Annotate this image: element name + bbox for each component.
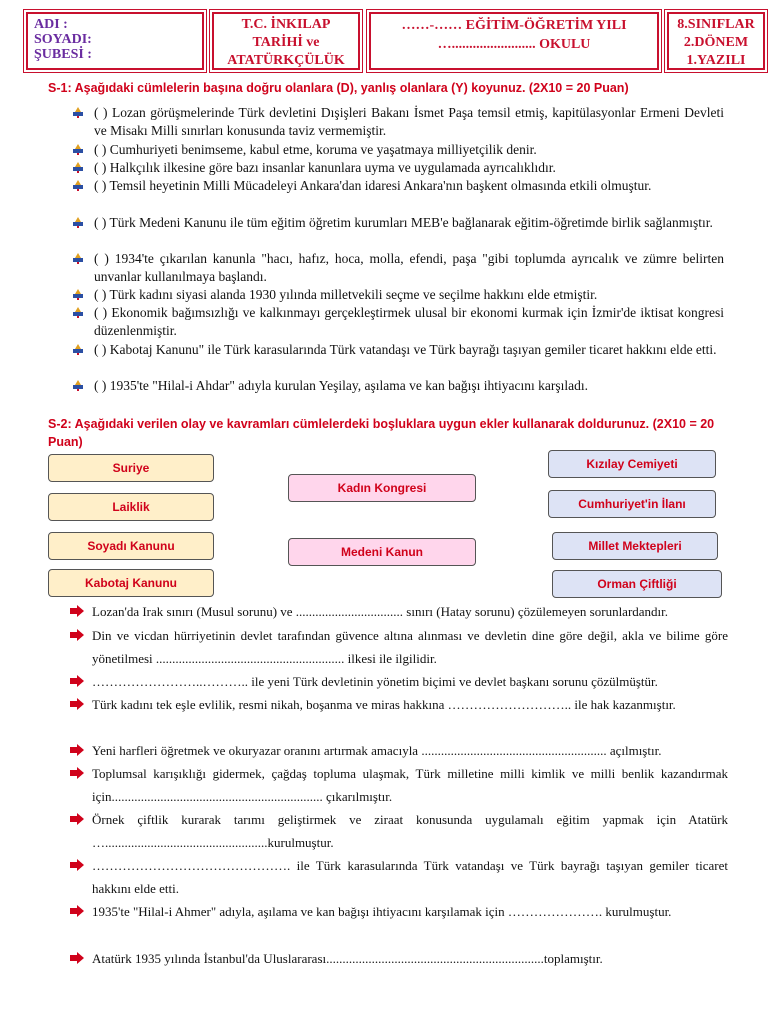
true-false-item <box>72 159 724 177</box>
red-arrow-bullet-icon <box>70 859 84 871</box>
fill-in-sentence <box>70 947 728 970</box>
fill-in-sentence <box>70 900 728 923</box>
school-name-line: …........................ OKULU <box>437 37 591 52</box>
true-false-item-text: ( ) Temsil heyetinin Milli Mücadeleyi Ankara'dan idaresi Ankara'nın başkent olmasında etkili olmuştur. <box>94 178 652 193</box>
true-false-item-text: ( ) Halkçılık ilkesine göre bazı insanlar kanunlara uyma ve uygulamada ayrıcalıklıdır. <box>94 160 556 175</box>
grade-term-box <box>667 12 765 70</box>
red-arrow-bullet-icon <box>70 629 84 641</box>
term-box: Millet Mektepleri <box>552 532 718 560</box>
course-title-line: ATATÜRKÇÜLÜK <box>227 53 345 68</box>
true-false-item <box>72 341 724 359</box>
pencil-bullet-icon <box>72 343 84 355</box>
red-arrow-bullet-icon <box>70 698 84 710</box>
fill-in-sentence-text: Atatürk 1935 yılında İstanbul'da Uluslararası...................................................................toplamıştır. <box>92 951 603 966</box>
question-1-heading: S-1: Aşağıdaki cümlelerin başına doğru olanlara (D), yanlış olanlara (Y) koyunuz. (2X10 = 20 Puan) <box>48 81 629 95</box>
true-false-item-text: ( ) Türk kadını siyasi alanda 1930 yılında milletvekili seçme ve seçilme hakkını elde etmiştir. <box>94 287 598 302</box>
true-false-item-text: ( ) 1934'te çıkarılan kanunla "hacı, hafız, hoca, molla, efendi, paşa "gibi toplumda ayrıcalık ve zümre belirten unvanlar kullanılmaya başlandı. <box>94 251 724 284</box>
true-false-item <box>72 286 724 304</box>
fill-in-sentence-text: 1935'te "Hilal-i Ahmer" adıyla, aşılama ve kan bağışı ihtiyacını karşılamak için …………………. kurulmuştur. <box>92 904 672 919</box>
red-arrow-bullet-icon <box>70 952 84 964</box>
red-arrow-bullet-icon <box>70 767 84 779</box>
true-false-item <box>72 177 724 195</box>
fill-in-sentence-text: Toplumsal karışıklığı gidermek, çağdaş topluma ulaşmak, Türk milletine milli kimlik ve milli benlik kazandırmak için................................................................. çıkarılmıştır. <box>92 766 728 804</box>
pencil-bullet-icon <box>72 379 84 391</box>
grade-line: 8.SINIFLAR <box>677 17 755 32</box>
course-title-box <box>212 12 360 70</box>
term-box: Kızılay Cemiyeti <box>548 450 716 478</box>
student-name-label: ADI : <box>34 17 68 32</box>
fill-in-sentence <box>70 762 728 808</box>
true-false-item <box>72 214 724 232</box>
fill-in-sentence <box>70 670 728 693</box>
course-title-line: T.C. İNKILAP <box>241 17 331 32</box>
school-year-line: ……-…… EĞİTİM-ÖĞRETİM YILI <box>401 18 627 33</box>
red-arrow-bullet-icon <box>70 675 84 687</box>
student-surname-label: SOYADI: <box>34 32 92 47</box>
fill-in-sentence-text: Yeni harfleri öğretmek ve okuryazar oranını artırmak amacıyla ......................................................... açılmıştır. <box>92 743 662 758</box>
course-title-line: TARİHİ ve <box>252 35 320 50</box>
red-arrow-bullet-icon <box>70 813 84 825</box>
true-false-item-text: ( ) 1935'te "Hilal-i Ahdar" adıyla kurulan Yeşilay, aşılama ve kan bağışı ihtiyacını karşıladı. <box>94 378 588 393</box>
pencil-bullet-icon <box>72 179 84 191</box>
pencil-bullet-icon <box>72 143 84 155</box>
fill-in-sentence <box>70 624 728 670</box>
true-false-item-text: ( ) Kabotaj Kanunu" ile Türk karasularında Türk vatandaşı ve Türk bayrağı taşıyan gemiler ticaret hakkını elde etti. <box>94 342 717 357</box>
pencil-bullet-icon <box>72 106 84 118</box>
term-line: 2.DÖNEM <box>683 35 749 50</box>
pencil-bullet-icon <box>72 306 84 318</box>
pencil-bullet-icon <box>72 216 84 228</box>
term-box: Cumhuriyet'in İlanı <box>548 490 716 518</box>
fill-in-sentence <box>70 739 728 762</box>
term-box: Laiklik <box>48 493 214 521</box>
term-box: Kabotaj Kanunu <box>48 569 214 597</box>
true-false-item <box>72 141 724 159</box>
fill-in-sentence-text: ……………………..……….. ile yeni Türk devletinin yönetim biçimi ve devlet başkanı sorunu çözülmüştür. <box>92 674 658 689</box>
red-arrow-bullet-icon <box>70 744 84 756</box>
pencil-bullet-icon <box>72 252 84 264</box>
term-box: Soyadı Kanunu <box>48 532 214 560</box>
true-false-item-text: ( ) Cumhuriyeti benimseme, kabul etme, koruma ve yaşatmaya milliyetçilik denir. <box>94 142 537 157</box>
student-info-box <box>26 12 204 70</box>
fill-in-sentence-text: ………………………………………. ile Türk karasularında Türk vatandaşı ve Türk bayrağı taşıyan gemiler ticaret hakkını elde etti. <box>92 858 728 896</box>
question-2-heading: S-2: Aşağıdaki verilen olay ve kavramları cümlelerdeki boşluklara uygun ekler kullanarak doldurunuz. (2X10 = 20 Puan) <box>48 417 715 449</box>
red-arrow-bullet-icon <box>70 605 84 617</box>
true-false-item <box>72 377 724 395</box>
true-false-item-text: ( ) Lozan görüşmelerinde Türk devletini Dışişleri Bakanı İsmet Paşa temsil etmiş, kapitülasyonlar Ermeni Devleti ve Misakı Milli sınırları konusunda taviz vermemiştir. <box>94 105 724 138</box>
exam-number-line: 1.YAZILI <box>686 53 746 68</box>
true-false-item <box>72 304 724 340</box>
fill-in-sentence <box>70 808 728 854</box>
fill-in-sentence <box>70 854 728 900</box>
school-year-box <box>369 12 659 70</box>
exam-header <box>26 12 768 72</box>
fill-in-sentence-text: Örnek çiftlik kurarak tarımı geliştirmek ve ziraat konusunda uygulamalı eğitim yapmak için Atatürk …..................................................kurulmuştur. <box>92 812 728 850</box>
term-box: Kadın Kongresi <box>288 474 476 502</box>
student-class-label: ŞUBESİ : <box>34 47 92 62</box>
true-false-item-text: ( ) Ekonomik bağımsızlığı ve kalkınmayı gerçekleştirmek ulusal bir ekonomi kurmak için İzmir'de iktisat kongresi düzenlenmiştir. <box>94 305 724 338</box>
true-false-item <box>72 104 724 140</box>
fill-in-sentence-text: Lozan'da Irak sınırı (Musul sorunu) ve ................................. sınırı (Hatay sorunu) çözülemeyen sorunlardandır. <box>92 604 669 619</box>
term-box: Medeni Kanun <box>288 538 476 566</box>
fill-in-sentence <box>70 693 728 716</box>
term-box: Suriye <box>48 454 214 482</box>
true-false-item <box>72 250 724 286</box>
red-arrow-bullet-icon <box>70 905 84 917</box>
term-box: Orman Çiftliği <box>552 570 722 598</box>
fill-in-sentence-text: Din ve vicdan hürriyetinin devlet tarafından güvence altına alınması ve devletin dine göre değil, akla ve bilime göre yönetilmesi .......................................................... ilkesi ile ilgilidir. <box>92 628 728 666</box>
pencil-bullet-icon <box>72 288 84 300</box>
fill-in-sentence-text: Türk kadını tek eşle evlilik, resmi nikah, boşanma ve miras hakkına ……………………….. ile hak kazanmıştır. <box>92 697 676 712</box>
pencil-bullet-icon <box>72 161 84 173</box>
fill-in-sentence <box>70 600 728 623</box>
true-false-item-text: ( ) Türk Medeni Kanunu ile tüm eğitim öğretim kurumları MEB'e bağlanarak eğitim-öğretimde birlik sağlanmıştır. <box>94 215 713 230</box>
